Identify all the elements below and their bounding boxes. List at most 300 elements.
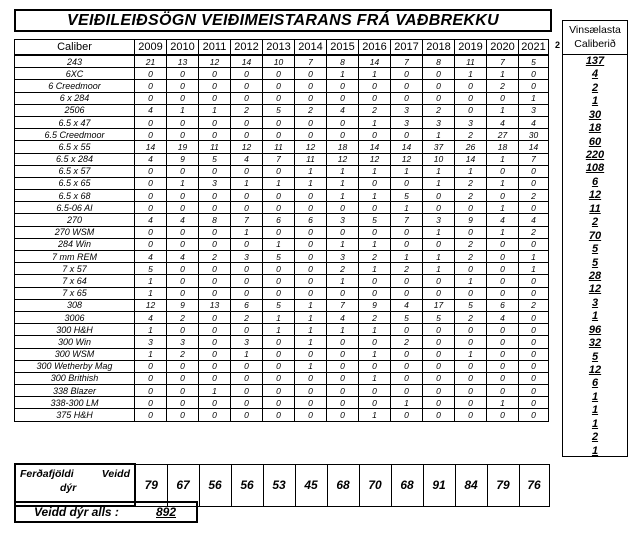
table-row (15, 214, 549, 226)
count-cell: 3 (199, 177, 231, 189)
count-cell: 0 (199, 129, 231, 141)
count-cell: 0 (487, 360, 519, 372)
count-cell: 0 (359, 360, 391, 372)
year-total: 56 (199, 464, 231, 506)
count-cell: 0 (327, 92, 359, 104)
caliber-total: 96 (588, 323, 602, 336)
count-cell: 0 (167, 385, 199, 397)
count-cell: 1 (359, 116, 391, 128)
count-cell: 0 (295, 348, 327, 360)
count-cell: 0 (391, 385, 423, 397)
count-cell: 0 (455, 372, 487, 384)
count-cell: 5 (263, 299, 295, 311)
count-cell: 0 (391, 238, 423, 250)
count-cell: 5 (263, 104, 295, 116)
count-cell: 7 (295, 55, 327, 68)
count-cell: 0 (231, 397, 263, 409)
count-cell: 0 (359, 202, 391, 214)
table-row (15, 336, 549, 348)
count-cell: 0 (167, 202, 199, 214)
count-cell: 0 (519, 348, 549, 360)
count-cell: 2 (519, 190, 549, 202)
count-cell: 1 (359, 263, 391, 275)
popular-caliber-column (562, 54, 628, 457)
count-cell: 0 (263, 165, 295, 177)
caliber-total: 70 (588, 229, 602, 242)
caliber-total: 11 (589, 202, 601, 215)
count-cell: 0 (487, 324, 519, 336)
count-cell: 0 (423, 238, 455, 250)
caliber-total: 12 (588, 189, 602, 202)
count-cell: 9 (167, 153, 199, 165)
count-cell: 6 (231, 299, 263, 311)
caliber-total: 30 (588, 108, 602, 121)
count-cell: 0 (519, 177, 549, 189)
count-cell: 0 (391, 324, 423, 336)
count-cell: 0 (135, 80, 167, 92)
caliber-total: 2 (591, 81, 599, 94)
count-cell: 0 (359, 177, 391, 189)
count-cell: 1 (519, 263, 549, 275)
count-cell: 1 (391, 251, 423, 263)
count-cell: 0 (487, 409, 519, 421)
count-cell: 0 (487, 263, 519, 275)
count-cell: 12 (295, 141, 327, 153)
caliber-total: 12 (588, 363, 602, 376)
count-cell: 0 (359, 92, 391, 104)
count-cell: 0 (263, 129, 295, 141)
caliber-total: 32 (588, 337, 602, 350)
count-cell: 0 (295, 385, 327, 397)
count-cell: 0 (327, 336, 359, 348)
year-total: 79 (135, 464, 167, 506)
year-header: 2021 (519, 40, 549, 56)
count-cell: 2 (391, 263, 423, 275)
count-cell: 0 (295, 129, 327, 141)
table-row (15, 92, 549, 104)
table-row (15, 311, 549, 323)
table-row (15, 251, 549, 263)
count-cell: 0 (231, 275, 263, 287)
count-cell: 0 (359, 129, 391, 141)
year-header: 2017 (391, 40, 423, 56)
count-cell: 0 (519, 238, 549, 250)
count-cell: 0 (423, 68, 455, 80)
count-cell: 1 (423, 165, 455, 177)
count-cell: 0 (167, 372, 199, 384)
count-cell: 0 (327, 202, 359, 214)
count-cell: 2 (455, 238, 487, 250)
count-cell: 1 (263, 324, 295, 336)
count-cell: 0 (199, 165, 231, 177)
count-cell: 1 (263, 238, 295, 250)
caliber-name: 300 Wetherby Mag (15, 360, 135, 372)
count-cell: 1 (327, 165, 359, 177)
caliber-header: Caliber (15, 40, 135, 56)
caliber-total: 108 (585, 162, 605, 175)
count-cell: 4 (487, 311, 519, 323)
count-cell: 3 (455, 116, 487, 128)
count-cell: 4 (487, 214, 519, 226)
count-cell: 1 (263, 177, 295, 189)
count-cell: 2 (295, 104, 327, 116)
count-cell: 0 (519, 165, 549, 177)
count-cell: 0 (199, 116, 231, 128)
count-cell: 2 (199, 251, 231, 263)
count-cell: 1 (327, 238, 359, 250)
table-row (15, 80, 549, 92)
count-cell: 0 (455, 397, 487, 409)
count-cell: 0 (135, 177, 167, 189)
count-cell: 4 (135, 104, 167, 116)
count-cell: 7 (519, 153, 549, 165)
count-cell: 7 (391, 214, 423, 226)
count-cell: 4 (135, 251, 167, 263)
caliber-name: 6.5 x 65 (15, 177, 135, 189)
count-cell: 14 (391, 141, 423, 153)
count-cell: 2 (519, 226, 549, 238)
count-cell: 0 (231, 238, 263, 250)
count-cell: 0 (487, 385, 519, 397)
caliber-total: 2 (591, 216, 599, 229)
count-cell: 11 (295, 153, 327, 165)
caliber-total: 28 (588, 269, 602, 282)
table-row (15, 397, 549, 409)
count-cell: 0 (231, 360, 263, 372)
count-cell: 0 (487, 92, 519, 104)
count-cell: 0 (455, 385, 487, 397)
count-cell: 0 (519, 80, 549, 92)
count-cell: 1 (423, 226, 455, 238)
count-cell: 1 (295, 177, 327, 189)
caliber-total: 1 (591, 390, 599, 403)
count-cell: 0 (199, 275, 231, 287)
count-cell: 3 (231, 336, 263, 348)
count-cell: 0 (295, 372, 327, 384)
caliber-total: 5 (591, 243, 599, 256)
count-cell: 9 (455, 214, 487, 226)
count-cell: 0 (199, 348, 231, 360)
count-cell: 1 (423, 177, 455, 189)
caliber-name: 338 Blazer (15, 385, 135, 397)
count-cell: 0 (391, 68, 423, 80)
count-cell: 0 (327, 287, 359, 299)
count-cell: 1 (455, 275, 487, 287)
count-cell: 0 (135, 92, 167, 104)
count-cell: 0 (199, 92, 231, 104)
count-cell: 0 (423, 336, 455, 348)
count-cell: 0 (295, 238, 327, 250)
count-cell: 0 (487, 190, 519, 202)
year-total: 53 (263, 464, 295, 506)
trips-label-line2: dýr (60, 482, 77, 494)
table-row (15, 348, 549, 360)
count-cell: 1 (487, 68, 519, 80)
count-cell: 8 (199, 214, 231, 226)
count-cell: 0 (423, 92, 455, 104)
count-cell: 1 (359, 165, 391, 177)
trips-label-left: Ferðafjöldi (20, 468, 74, 480)
count-cell: 1 (135, 275, 167, 287)
caliber-total: 5 (591, 350, 599, 363)
count-cell: 1 (487, 202, 519, 214)
caliber-name: 270 WSM (15, 226, 135, 238)
table-row (15, 226, 549, 238)
count-cell: 1 (423, 251, 455, 263)
count-cell: 0 (199, 311, 231, 323)
count-cell: 2 (455, 251, 487, 263)
count-cell: 0 (519, 372, 549, 384)
count-cell: 0 (295, 226, 327, 238)
count-cell: 0 (327, 129, 359, 141)
count-cell: 6 (295, 214, 327, 226)
count-cell: 0 (391, 80, 423, 92)
count-cell: 0 (135, 116, 167, 128)
count-cell: 11 (263, 141, 295, 153)
count-cell: 1 (519, 92, 549, 104)
count-cell: 2 (455, 177, 487, 189)
count-cell: 0 (391, 409, 423, 421)
caliber-name: 300 Win (15, 336, 135, 348)
total-value: 892 (156, 505, 177, 519)
count-cell: 0 (519, 409, 549, 421)
count-cell: 0 (231, 80, 263, 92)
count-cell: 0 (135, 409, 167, 421)
count-cell: 14 (455, 153, 487, 165)
count-cell: 0 (359, 385, 391, 397)
caliber-name: 270 (15, 214, 135, 226)
count-cell: 0 (231, 287, 263, 299)
caliber-name: 7 x 64 (15, 275, 135, 287)
count-cell: 0 (263, 348, 295, 360)
count-cell: 0 (199, 190, 231, 202)
count-cell: 3 (423, 116, 455, 128)
count-cell: 0 (519, 68, 549, 80)
count-cell: 2 (391, 336, 423, 348)
count-cell: 0 (359, 336, 391, 348)
year-header: 2012 (231, 40, 263, 56)
caliber-name: 6XC (15, 68, 135, 80)
count-cell: 0 (231, 263, 263, 275)
count-cell: 1 (487, 104, 519, 116)
count-cell: 0 (199, 80, 231, 92)
count-cell: 4 (327, 104, 359, 116)
count-cell: 1 (359, 324, 391, 336)
count-cell: 12 (327, 153, 359, 165)
count-cell: 0 (263, 190, 295, 202)
count-cell: 4 (135, 153, 167, 165)
caliber-name: 300 WSM (15, 348, 135, 360)
trips-label-right: Veidd (101, 468, 130, 480)
count-cell: 3 (391, 104, 423, 116)
count-cell: 0 (423, 409, 455, 421)
count-cell: 0 (295, 251, 327, 263)
year-total: 56 (231, 464, 263, 506)
count-cell: 0 (519, 275, 549, 287)
count-cell: 0 (263, 92, 295, 104)
year-header: 2019 (455, 40, 487, 56)
year-header: 2020 (487, 40, 519, 56)
count-cell: 17 (423, 299, 455, 311)
count-cell: 1 (487, 177, 519, 189)
count-cell: 1 (327, 177, 359, 189)
count-cell: 4 (519, 214, 549, 226)
count-cell: 0 (231, 129, 263, 141)
table-row (15, 238, 549, 250)
count-cell: 3 (231, 251, 263, 263)
count-cell: 0 (199, 336, 231, 348)
count-cell: 1 (231, 177, 263, 189)
count-cell: 0 (295, 397, 327, 409)
count-cell: 0 (199, 202, 231, 214)
caliber-name: 6.5-06 AI (15, 202, 135, 214)
count-cell: 0 (359, 287, 391, 299)
year-header: 2014 (295, 40, 327, 56)
count-cell: 0 (295, 409, 327, 421)
count-cell: 5 (263, 251, 295, 263)
table-row (15, 299, 549, 311)
table-row (15, 409, 549, 421)
trips-row (15, 464, 549, 506)
count-cell: 30 (519, 129, 549, 141)
count-cell: 0 (199, 324, 231, 336)
count-cell: 1 (487, 226, 519, 238)
count-cell: 0 (423, 190, 455, 202)
count-cell: 0 (135, 190, 167, 202)
count-cell: 0 (327, 385, 359, 397)
count-cell: 0 (135, 68, 167, 80)
caliber-name: 6.5 Creedmoor (15, 129, 135, 141)
count-cell: 5 (519, 55, 549, 68)
table-row (15, 116, 549, 128)
count-cell: 0 (135, 202, 167, 214)
count-cell: 3 (519, 104, 549, 116)
count-cell: 0 (263, 226, 295, 238)
count-cell: 1 (455, 165, 487, 177)
caliber-name: 300 H&H (15, 324, 135, 336)
count-cell: 1 (455, 68, 487, 80)
count-cell: 21 (135, 55, 167, 68)
count-cell: 14 (135, 141, 167, 153)
caliber-name: 7 mm REM (15, 251, 135, 263)
count-cell: 0 (231, 92, 263, 104)
count-cell: 2 (231, 104, 263, 116)
count-cell: 11 (199, 141, 231, 153)
table-row (15, 177, 549, 189)
count-cell: 0 (391, 360, 423, 372)
count-cell: 0 (519, 202, 549, 214)
count-cell: 0 (327, 80, 359, 92)
count-cell: 13 (199, 299, 231, 311)
caliber-name: 2506 (15, 104, 135, 116)
count-cell: 1 (263, 311, 295, 323)
count-cell: 0 (359, 275, 391, 287)
count-cell: 2 (455, 190, 487, 202)
count-cell: 0 (231, 202, 263, 214)
count-cell: 0 (263, 202, 295, 214)
count-cell: 1 (327, 324, 359, 336)
count-cell: 3 (167, 336, 199, 348)
count-cell: 12 (231, 141, 263, 153)
count-cell: 0 (327, 226, 359, 238)
count-cell: 5 (423, 311, 455, 323)
caliber-name: 3006 (15, 311, 135, 323)
count-cell: 0 (263, 263, 295, 275)
count-cell: 0 (167, 324, 199, 336)
count-cell: 2 (231, 311, 263, 323)
count-cell: 1 (295, 360, 327, 372)
count-cell: 1 (327, 190, 359, 202)
count-cell: 0 (135, 165, 167, 177)
count-cell: 37 (423, 141, 455, 153)
caliber-table (14, 39, 549, 422)
count-cell: 0 (519, 287, 549, 299)
count-cell: 4 (519, 116, 549, 128)
count-cell: 8 (327, 55, 359, 68)
caliber-name: 7 x 65 (15, 287, 135, 299)
count-cell: 7 (487, 55, 519, 68)
page-title: VEIÐILEIÐSÖGN VEIÐIMEISTARANS FRÁ VAÐBREKKU (14, 9, 552, 32)
count-cell: 14 (359, 141, 391, 153)
count-cell: 0 (455, 336, 487, 348)
count-cell: 0 (263, 68, 295, 80)
count-cell: 0 (231, 165, 263, 177)
year-header: 2018 (423, 40, 455, 56)
count-cell: 0 (487, 348, 519, 360)
year-header: 2010 (167, 40, 199, 56)
table-row (15, 202, 549, 214)
count-cell: 0 (199, 360, 231, 372)
count-cell: 1 (295, 324, 327, 336)
count-cell: 12 (391, 153, 423, 165)
count-cell: 0 (199, 397, 231, 409)
count-cell: 0 (423, 275, 455, 287)
count-cell: 3 (391, 116, 423, 128)
count-cell: 0 (519, 336, 549, 348)
count-cell: 0 (167, 275, 199, 287)
count-cell: 8 (423, 55, 455, 68)
count-cell: 1 (295, 336, 327, 348)
count-cell: 5 (391, 190, 423, 202)
total-box (14, 501, 198, 523)
count-cell: 0 (167, 92, 199, 104)
count-cell: 10 (423, 153, 455, 165)
caliber-name: 6.5 x 68 (15, 190, 135, 202)
count-cell: 3 (135, 336, 167, 348)
count-cell: 0 (423, 348, 455, 360)
count-cell: 0 (295, 287, 327, 299)
count-cell: 1 (423, 129, 455, 141)
count-cell: 0 (263, 385, 295, 397)
count-cell: 12 (359, 153, 391, 165)
count-cell: 11 (455, 55, 487, 68)
caliber-total: 220 (585, 149, 605, 162)
caliber-name: 6 Creedmoor (15, 80, 135, 92)
count-cell: 0 (295, 190, 327, 202)
count-cell: 1 (135, 348, 167, 360)
count-cell: 0 (391, 226, 423, 238)
count-cell: 1 (167, 177, 199, 189)
count-cell: 0 (359, 226, 391, 238)
count-cell: 0 (519, 360, 549, 372)
caliber-name: 6 x 284 (15, 92, 135, 104)
count-cell: 1 (359, 190, 391, 202)
count-cell: 0 (263, 275, 295, 287)
count-cell: 0 (135, 226, 167, 238)
table-row (15, 263, 549, 275)
caliber-name: 308 (15, 299, 135, 311)
count-cell: 0 (135, 238, 167, 250)
